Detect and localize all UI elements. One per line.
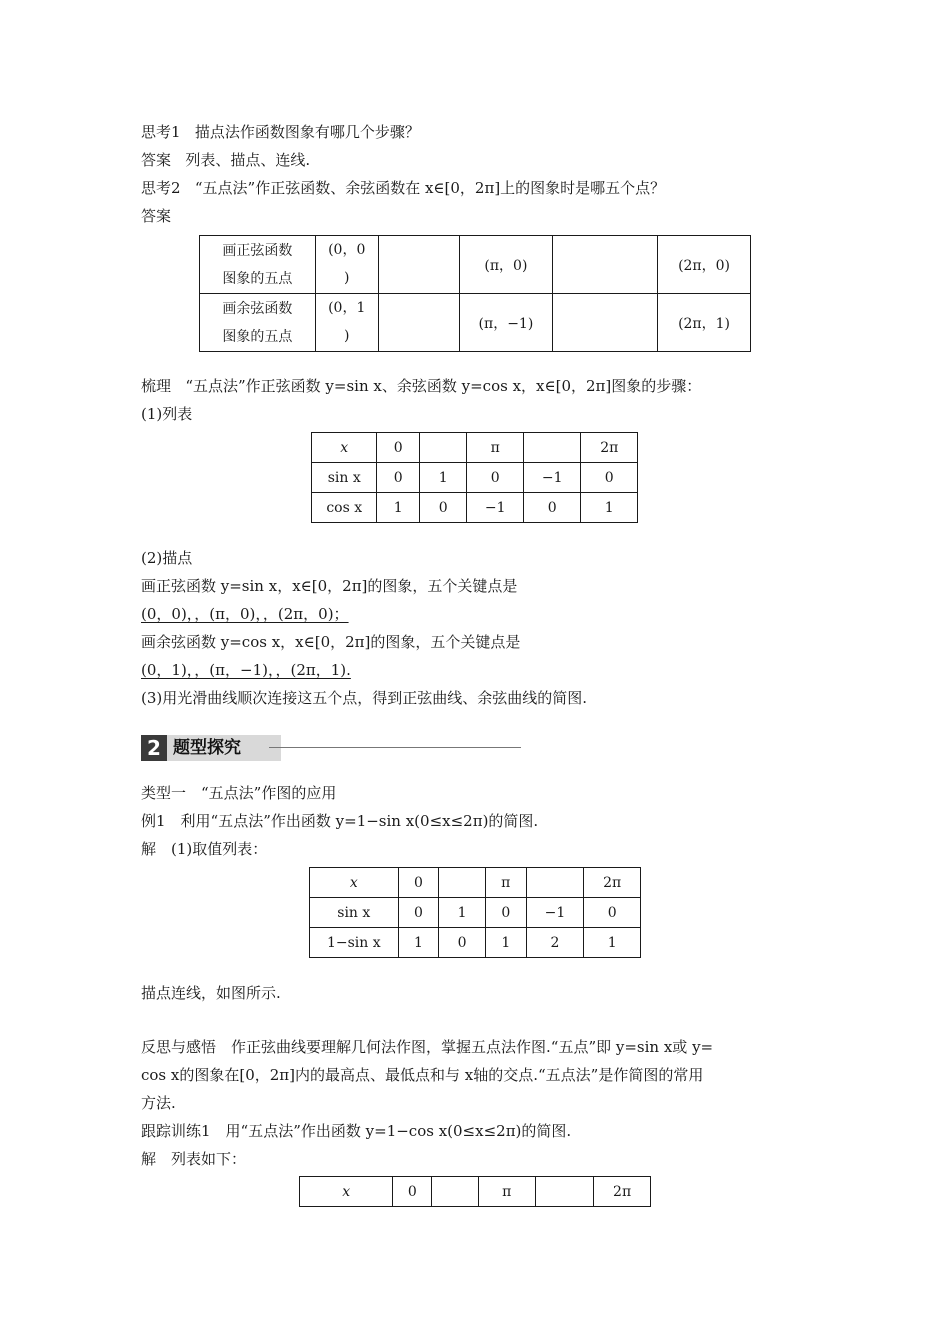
row-label-b: 图象的五点 <box>222 270 293 287</box>
table-row <box>312 493 638 523</box>
row-label-a: 画余弦函数 <box>222 300 293 317</box>
think2-line <box>141 178 665 198</box>
row-label-a: 画正弦函数 <box>222 242 293 259</box>
answer1-line <box>141 150 310 170</box>
table-cell: 1 <box>581 493 638 523</box>
table-cell: 1 <box>485 928 526 958</box>
solution1-text: 解 (1)取值列表： <box>141 840 268 858</box>
table-cell: 0 <box>398 868 439 898</box>
table-cell: 0 <box>377 433 420 463</box>
table-cell: 2π <box>581 433 638 463</box>
think1-label: 思考1 <box>141 123 181 141</box>
five-points-table <box>199 235 751 352</box>
table-cell: sin x <box>310 898 399 928</box>
table-cell: 0 <box>377 463 420 493</box>
summary-line <box>141 376 701 396</box>
think1-text: 描点法作函数图象有哪几个步骤？ <box>194 123 420 141</box>
sin-cos-table <box>311 432 638 523</box>
table-row <box>200 236 751 294</box>
think2-label: 思考2 <box>141 179 181 197</box>
table-row <box>310 928 641 958</box>
table-cell: 0 <box>584 898 641 928</box>
table-cell: 1 <box>419 463 466 493</box>
sin-points-intro: 画正弦函数 y=sin x，x∈[0，2π]的图象，五个关键点是 <box>141 577 518 595</box>
table-cell: 0 <box>439 928 486 958</box>
table-cell: (2π，1) <box>658 294 751 352</box>
table-row <box>200 294 751 352</box>
table-cell: 0 <box>523 493 581 523</box>
table-cell: 2π <box>584 868 641 898</box>
table-cell <box>432 1177 479 1207</box>
answer1-label: 答案 <box>141 151 172 169</box>
table-cell <box>553 294 658 352</box>
table-cell: 1 <box>377 493 420 523</box>
table-cell: 0 <box>485 898 526 928</box>
table-row <box>310 898 641 928</box>
table-cell: −1 <box>526 898 584 928</box>
summary-text: “五点法”作正弦函数 y=sin x、余弦函数 y=cos x，x∈[0，2π]图象的步骤： <box>185 377 702 395</box>
table-cell: 1−sin x <box>310 928 399 958</box>
table-cell: (π，0) <box>459 236 553 294</box>
table-cell: 0 <box>393 1177 432 1207</box>
table-cell: −1 <box>467 493 524 523</box>
table-row <box>312 463 638 493</box>
table-cell: −1 <box>523 463 581 493</box>
section-number: 2 <box>141 735 167 761</box>
table-cell: 0 <box>419 493 466 523</box>
one-minus-sin-table <box>309 867 641 958</box>
sin-points: (0，0)，，(π，0)，，(2π，0)； <box>141 605 349 623</box>
practice1-text: 跟踪训练1 用“五点法”作出函数 y=1−cos x(0≤x≤2π)的简图. <box>141 1122 572 1140</box>
table-cell <box>523 433 581 463</box>
cell-line-a: (0，0 <box>328 242 366 258</box>
table-cell: π <box>467 433 524 463</box>
table-cell: sin x <box>312 463 377 493</box>
table-cell: (2π，0) <box>658 236 751 294</box>
section-header <box>141 735 521 761</box>
table-cell: x <box>310 868 399 898</box>
table-cell <box>200 236 316 294</box>
table-cell: x <box>312 433 377 463</box>
table-cell <box>315 294 378 352</box>
table-cell <box>378 294 459 352</box>
table-cell: 2π <box>594 1177 651 1207</box>
cell-line-a: (0，1 <box>328 300 366 316</box>
table-cell <box>535 1177 594 1207</box>
table-cell <box>439 868 486 898</box>
answer2-label: 答案 <box>141 207 172 225</box>
think1-line <box>141 122 420 142</box>
table-cell: 0 <box>467 463 524 493</box>
cell-line-b: ) <box>343 270 350 286</box>
plot-text: 描点连线，如图所示. <box>141 984 281 1002</box>
step1-text: (1)列表 <box>141 405 193 423</box>
table-cell: π <box>485 868 526 898</box>
table-cell <box>378 236 459 294</box>
table-cell: π <box>478 1177 535 1207</box>
table-row <box>312 433 638 463</box>
reflect-line-2: cos x的图象在[0，2π]内的最高点、最低点和与 x轴的交点.“五点法”是作简图的常用 <box>141 1066 704 1084</box>
table-cell: 1 <box>439 898 486 928</box>
cos-points: (0，1)，，(π，−1)，，(2π，1). <box>141 661 351 679</box>
table-cell <box>200 294 316 352</box>
table-cell: x <box>300 1177 393 1207</box>
cos-points-intro: 画余弦函数 y=cos x，x∈[0，2π]的图象，五个关键点是 <box>141 633 521 651</box>
row-label-b: 图象的五点 <box>222 328 293 345</box>
table-cell <box>315 236 378 294</box>
answer2-line <box>141 206 171 226</box>
table-row <box>300 1177 651 1207</box>
table-cell: 0 <box>581 463 638 493</box>
solution2-text: 解 列表如下： <box>141 1150 247 1168</box>
table-cell: 1 <box>584 928 641 958</box>
table-cell: 2 <box>526 928 584 958</box>
table-cell: (π，−1) <box>459 294 553 352</box>
type1-text: 类型一 “五点法”作图的应用 <box>141 784 337 802</box>
step2-text: (2)描点 <box>141 549 193 567</box>
think2-text: “五点法”作正弦函数、余弦函数在 x∈[0，2π]上的图象时是哪五个点？ <box>194 179 666 197</box>
step3-text: (3)用光滑曲线顺次连接这五个点，得到正弦曲线、余弦曲线的简图. <box>141 689 588 707</box>
table-cell <box>419 433 466 463</box>
reflect-line-1: 反思与感悟 作正弦曲线要理解几何法作图，掌握五点法作图.“五点”即 y=sin x或 y= <box>141 1038 714 1056</box>
section-rule <box>269 747 521 748</box>
table-cell <box>526 868 584 898</box>
table-cell: 1 <box>398 928 439 958</box>
table-row <box>310 868 641 898</box>
table-cell <box>553 236 658 294</box>
section-title: 题型探究 <box>173 738 241 758</box>
table-cell: 0 <box>398 898 439 928</box>
cell-line-b: ) <box>343 328 350 344</box>
summary-label: 梳理 <box>141 377 172 395</box>
example1-text: 例1 利用“五点法”作出函数 y=1−sin x(0≤x≤2π)的简图. <box>141 812 539 830</box>
answer1-text: 列表、描点、连线. <box>185 151 311 169</box>
practice-table <box>299 1176 651 1207</box>
table-cell: cos x <box>312 493 377 523</box>
reflect-line-3: 方法. <box>141 1094 176 1112</box>
